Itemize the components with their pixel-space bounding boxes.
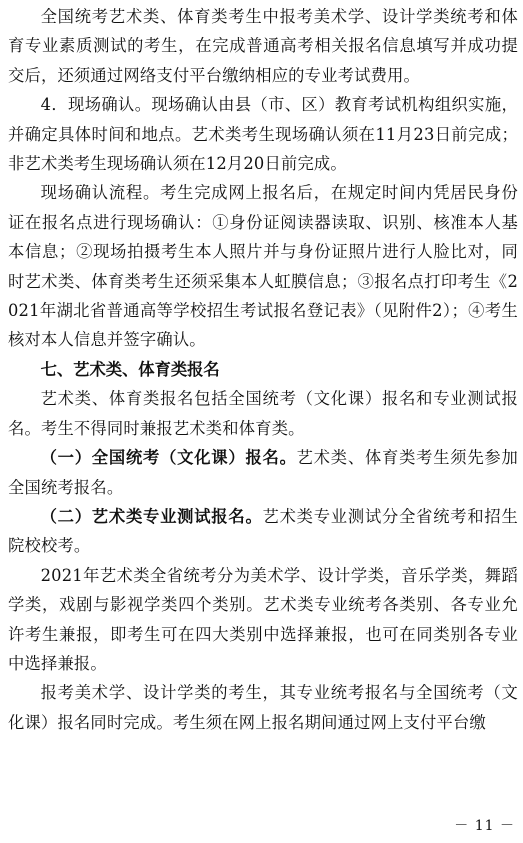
paragraph-onsite-confirmation: [8, 90, 518, 178]
paragraph-art-professional-test: [8, 502, 518, 561]
page-number: － 11 －: [454, 818, 515, 834]
paragraph-text: 艺术类专业测试分全省统考和招生院校校考。: [8, 506, 518, 556]
paragraph-art-sports-intro: [8, 384, 518, 443]
paragraph-text: 全国统考艺术类、体育类考生中报考美术学、设计学类统考和体育专业素质测试的考生，在完成普通高考相关报名信息填写并成功提交后，还须通过网络支付平台缴纳相应的专业考试费用。: [8, 7, 518, 85]
subheading-national-exam: （一）全国统考（文化课）报名。: [40, 448, 297, 468]
paragraph-text: 报考美术学、设计学类的考生，其专业统考报名与全国统考（文化课）报名同时完成。考生须在网上报名期间通过网上支付平台缴: [8, 683, 518, 732]
paragraph-confirmation-process: [8, 178, 518, 354]
paragraph-text: 2021年艺术类全省统考分为美术学、设计学类，音乐学类，舞蹈学类，戏剧与影视学类四个类别。艺术类专业统考各类别、各专业允许考生兼报，即考生可在四大类别中选择兼报，也可在同类别各专业中选择兼报。: [8, 565, 518, 673]
document-body: [8, 2, 518, 737]
subheading-art-professional-test: （二）艺术类专业测试报名。: [40, 506, 263, 526]
paragraph-art-design-registration: [8, 678, 518, 737]
paragraph-text: 艺术类、体育类报名包括全国统考（文化课）报名和专业测试报名。考生不得同时兼报艺术类和体育类。: [8, 389, 518, 438]
paragraph-2021-categories: [8, 561, 518, 679]
section-heading-art-sports: 七、艺术类、体育类报名: [40, 359, 220, 379]
paragraph-text: 4．现场确认。现场确认由县（市、区）教育考试机构组织实施，并确定具体时间和地点。艺术类考生现场确认须在11月23日前完成；非艺术类考生现场确认须在12月20日前完成。: [8, 95, 518, 174]
paragraph-text: 艺术类、体育类考生须先参加全国统考报名。: [8, 448, 518, 497]
paragraph-national-exam: [8, 443, 518, 502]
paragraph-text: 现场确认流程。考生完成网上报名后，在规定时间内凭居民身份证在报名点进行现场确认：①身份证阅读器读取、识别、核准本人基本信息；②现场拍摄考生本人照片并与身份证照片进行人脸比对，同时艺术类、体育类考生还须采集本人虹膜信息；③报名点打印考生《2021年湖北省普通高等学校招生考试报名登记表》（见附件2）；④考生核对本人信息并签字确认。: [8, 183, 518, 350]
paragraph-fee-payment: [8, 2, 518, 90]
